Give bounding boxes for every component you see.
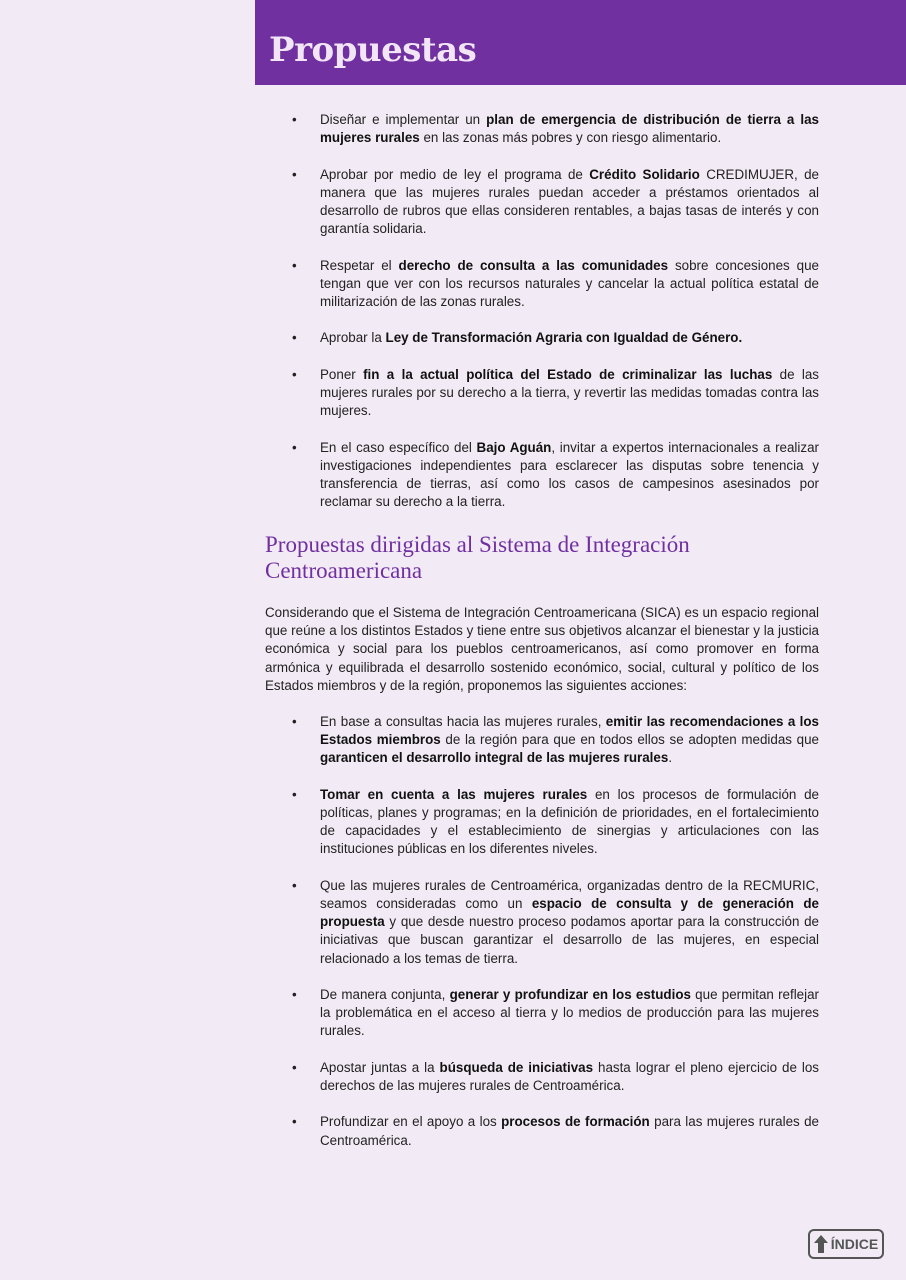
bold-text: plan de emergencia de distribución de tierra a las mujeres rurales: [320, 112, 819, 146]
sica-proposals-list: [265, 713, 819, 1168]
text: , invitar a expertos internacionales a realizar investigaciones independientes para esclarecer las disputas sobre tenencia y transferencia de tierras, así como los casos de campesinos asesinados por reclamar su derecho a la tierra.: [320, 439, 819, 510]
bold-text: generar y profundizar en los estudios: [449, 987, 691, 1002]
text: Profundizar en el apoyo a los: [320, 1114, 502, 1130]
bold-text: espacio de consulta y de generación de propuesta: [320, 896, 819, 930]
list-item: [265, 713, 819, 768]
text: Respetar el: [320, 257, 399, 273]
list-item: [265, 986, 819, 1041]
list-item: [265, 111, 819, 147]
bold-text: derecho de consulta a las comunidades: [398, 257, 669, 273]
list-item: [265, 366, 819, 421]
text: De manera conjunta,: [320, 987, 450, 1002]
list-item: [265, 329, 819, 347]
list-item: [265, 439, 819, 512]
list-item: [265, 1059, 819, 1095]
section-intro: Considerando que el Sistema de Integración Centroamericana (SICA) es un espacio regional que reúne a los distintos Estados y tiene entre sus objetivos alcanzar el bienestar y la justicia económica y social para los pueblos centroamericanos, así como promover en forma armónica y equilibrada el desarrollo sostenido económico, social, cultural y político de los Estados miembros y de la región, proponemos las siguientes acciones:: [265, 605, 819, 693]
bold-text: emitir las recomendaciones a los Estados miembros: [320, 714, 819, 748]
bold-text: procesos de formación: [501, 1114, 650, 1130]
text: En el caso específico del: [320, 439, 477, 455]
text: .: [668, 750, 673, 766]
list-item: [265, 786, 819, 859]
text: Diseñar e implementar un: [320, 112, 487, 127]
text: Apostar juntas a la: [320, 1059, 440, 1075]
text: en los procesos de formulación de políticas, planes y programas; en la definición de prioridades, en el fortalecimiento de capacidades y el establecimiento de sinergias y articulaciones con las instituciones públicas en los diferentes niveles.: [320, 786, 819, 857]
bold-text: búsqueda de iniciativas: [439, 1059, 594, 1075]
text: y que desde nuestro proceso podamos aportar para la construcción de iniciativas que buscan garantizar el desarrollo de las mujeres, en especial relacionado a los temas de tierra.: [320, 914, 819, 966]
text: de las mujeres rurales por su derecho a la tierra, y revertir las medidas tomadas contra las mujeres.: [320, 366, 820, 419]
section-heading: Propuestas dirigidas al Sistema de Integración Centroamericana: [265, 532, 690, 583]
index-label: ÍNDICE: [830, 1236, 879, 1252]
bold-text: garanticen el desarrollo integral de las mujeres rurales: [320, 750, 669, 766]
text: sobre concesiones que tengan que ver con los recursos naturales y cancelar la actual política estatal de militarización de las zonas rurales.: [320, 257, 819, 309]
text: Poner: [320, 366, 364, 382]
bold-text: Crédito Solidario: [589, 166, 700, 182]
bold-text: Tomar en cuenta a las mujeres rurales: [320, 786, 588, 802]
text: que permitan reflejar la problemática en el acceso al tierra y lo medios de producción para las mujeres rurales.: [320, 987, 820, 1039]
bold-text: Bajo Aguán: [476, 439, 552, 455]
list-item: [265, 877, 819, 968]
proposals-list: [265, 111, 819, 530]
page-header: [255, 0, 906, 85]
text: de la región para que en todos ellos se adopten medidas que: [440, 732, 819, 748]
index-button[interactable]: [808, 1229, 884, 1259]
text: Aprobar por medio de ley el programa de: [320, 166, 590, 182]
list-item: [265, 1113, 819, 1149]
bold-text: fin a la actual política del Estado de criminalizar las luchas: [363, 366, 773, 382]
arrow-up-icon: [814, 1235, 828, 1253]
page-title: Propuestas: [269, 30, 477, 70]
text: para las mujeres rurales de Centroamérica.: [320, 1114, 819, 1148]
bold-text: Ley de Transformación Agraria con Igualdad de Género.: [385, 330, 743, 346]
text: CREDIMUJER, de manera que las mujeres rurales puedan acceder a préstamos orientados al desarrollo de rubros que ellas consideren rentables, a bajas tasas de interés y con garantía solidaria.: [320, 166, 819, 237]
text: Aprobar la: [320, 330, 386, 346]
list-item: [265, 257, 819, 312]
list-item: [265, 166, 819, 239]
text: hasta lograr el pleno ejercicio de los derechos de las mujeres rurales de Centroamérica.: [320, 1059, 819, 1093]
text: Que las mujeres rurales de Centroamérica, organizadas dentro de la RECMURIC, seamos consideradas como un: [320, 877, 819, 911]
text: En base a consultas hacia las mujeres rurales,: [320, 714, 606, 729]
text: en las zonas más pobres y con riesgo alimentario.: [419, 130, 722, 146]
